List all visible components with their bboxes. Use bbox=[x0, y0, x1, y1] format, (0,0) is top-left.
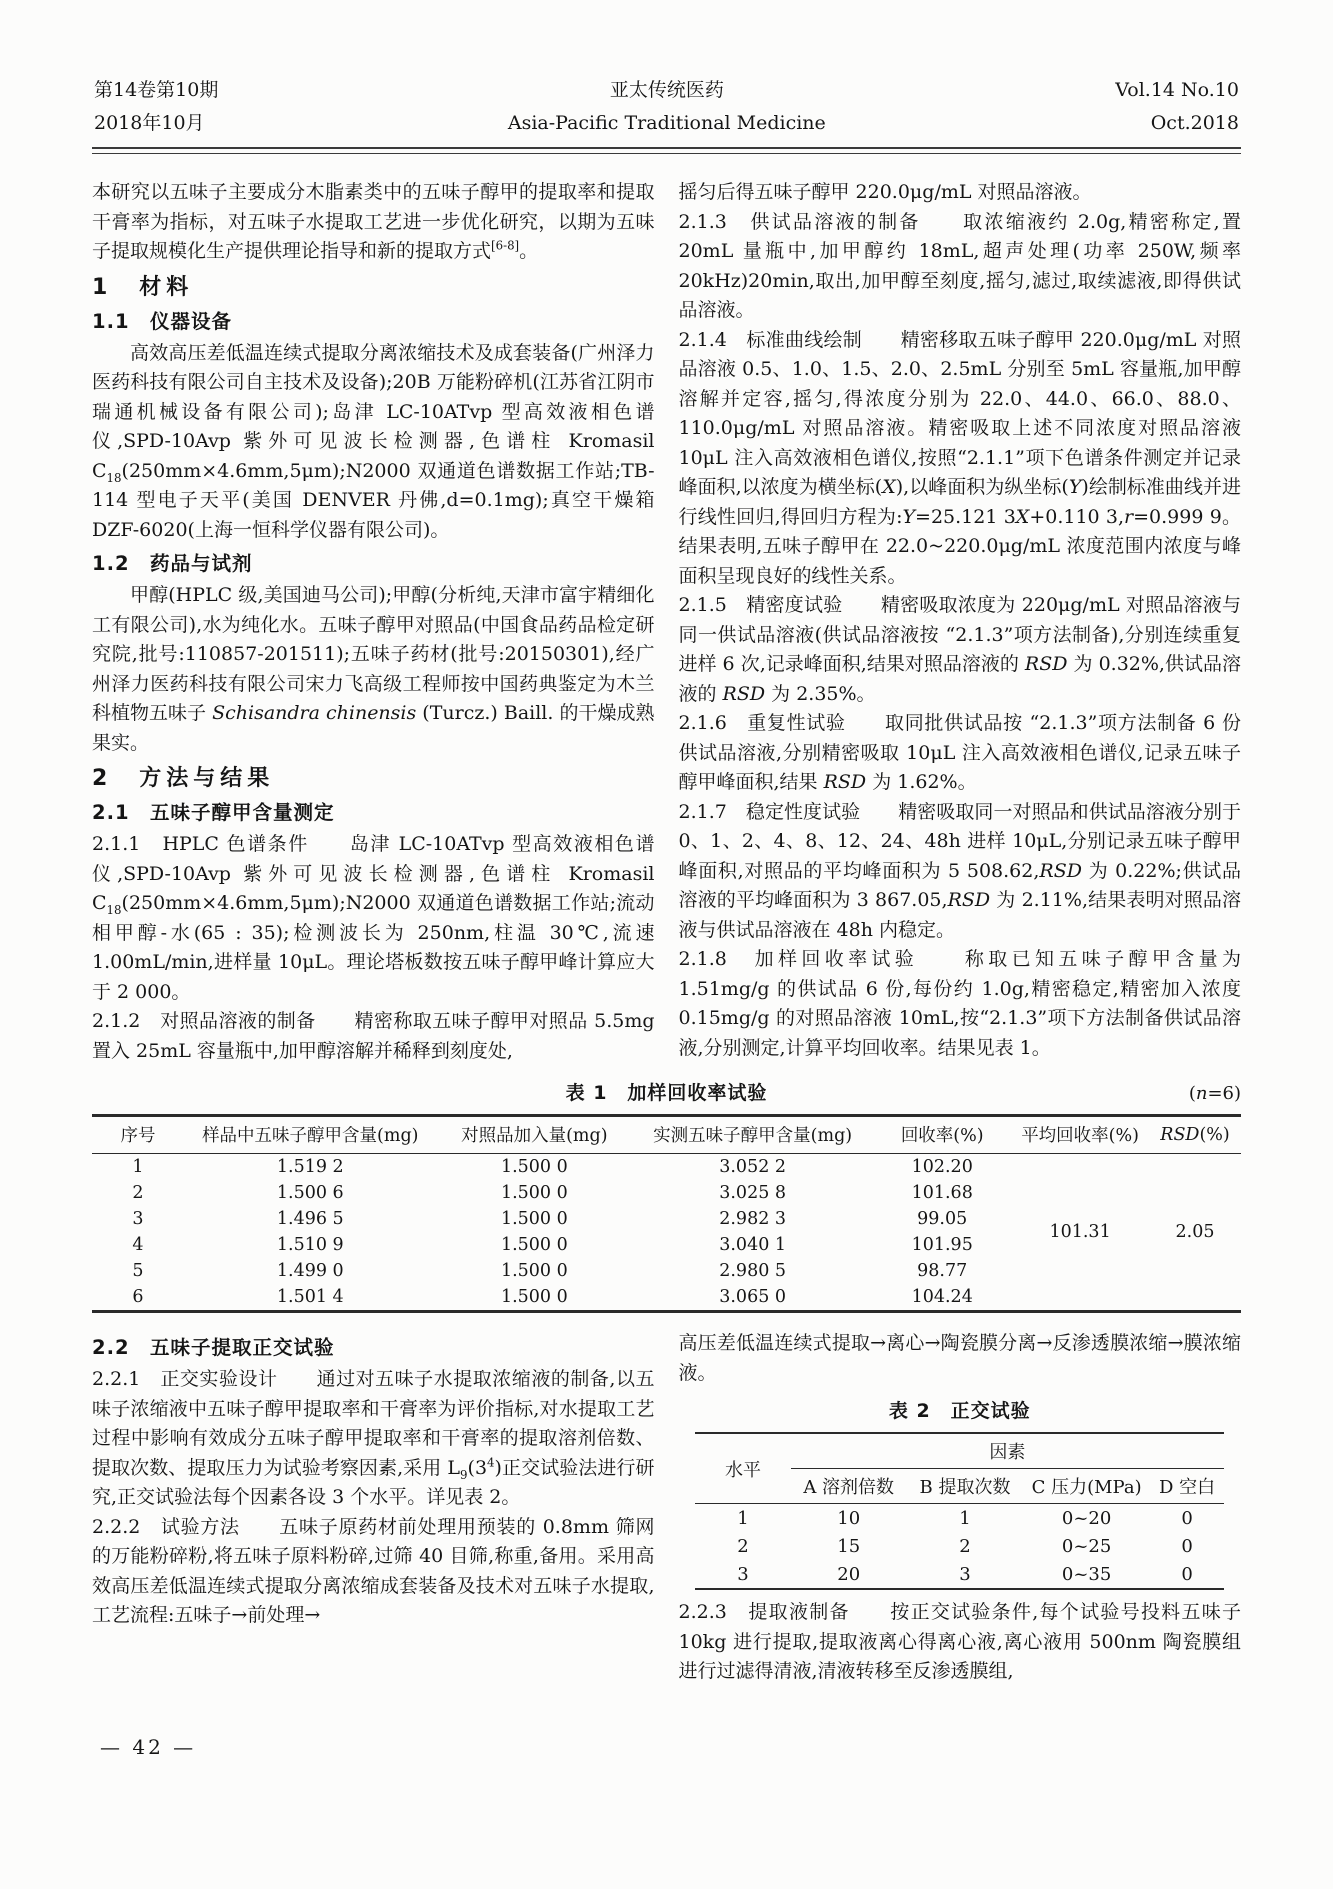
cell: 98.77 bbox=[917, 1261, 968, 1281]
paragraph bbox=[92, 1365, 655, 1513]
cell: 1 bbox=[737, 1507, 749, 1529]
italic-text-run: X bbox=[1015, 505, 1030, 528]
factor-a-header: A 溶剂倍数 bbox=[791, 1469, 907, 1504]
cell: 0 bbox=[1181, 1507, 1193, 1529]
text-run: 。 bbox=[519, 240, 539, 262]
paragraph bbox=[679, 1598, 1242, 1687]
header-double-rule bbox=[92, 147, 1241, 154]
subscript: 18 bbox=[106, 902, 122, 917]
paragraph bbox=[92, 1007, 655, 1066]
cell: 1.496 5 bbox=[276, 1209, 344, 1229]
right-bottom-after-table bbox=[679, 1598, 1242, 1687]
text-run: 2.1.2 对照品溶液的制备 精密称取五味子醇甲对照品 5.5mg 置入 25mL 容量瓶中,加甲醇溶解并稀释到刻度处, bbox=[92, 1010, 655, 1062]
text-run: (250mm×4.6mm,5μm);N2000 双通道色谱数据工作站;流动相甲醇-水(65 : 35);检测波长为 250nm,柱温 30℃,流速 1.00mL/min,进样量 10μL。理论塔板数按五味子醇甲峰计算应大于 2 000。 bbox=[92, 892, 655, 1003]
text-run: 2.1.7 稳定性度试验 精密吸取同一对照品和供试品溶液分别于 0、1、2、4、8、12、24、48h 进样 10μL,分别记录五味子醇甲峰面积,对照品的平均峰面积为 5 508.62, bbox=[678, 800, 1241, 882]
table2-title: 表 2 正交试验 bbox=[888, 1400, 1031, 1422]
col-header-sample-content: 样品中五味子醇甲含量(mg) bbox=[184, 1116, 437, 1154]
cell: 0~35 bbox=[1061, 1563, 1112, 1585]
text-run: 为 0.22%;供试品溶液的平均峰面积为 3 867.05, bbox=[678, 859, 1241, 911]
table-row bbox=[695, 1560, 1224, 1589]
paragraph bbox=[92, 178, 655, 267]
superscript-reference: [6-8] bbox=[491, 238, 520, 253]
cell: 0 bbox=[1181, 1563, 1193, 1585]
right-column-top bbox=[679, 178, 1242, 1066]
text-run: 为 0.32%,供试品溶液的 bbox=[678, 653, 1241, 705]
italic-text-run: Y bbox=[1068, 476, 1082, 498]
cell: 3.025 8 bbox=[719, 1183, 787, 1203]
text-run: 2.1.5 精密度试验 精密吸取浓度为 220μg/mL 对照品溶液与同一供试品溶液(供试品溶液按 “2.1.3”项方法制备),分别连续重复进样 6 次,记录峰面积,结果对照品溶液的 bbox=[678, 594, 1241, 675]
col-header-factor: 因素 bbox=[791, 1433, 1225, 1469]
cell: 1.501 4 bbox=[276, 1287, 344, 1307]
cell: 3 bbox=[959, 1563, 971, 1585]
cell: 1.499 0 bbox=[276, 1261, 344, 1281]
paragraph bbox=[679, 709, 1242, 798]
cell: 1.500 0 bbox=[500, 1287, 568, 1307]
col-header-recovery: 回收率(%) bbox=[873, 1116, 1011, 1154]
paragraph bbox=[679, 208, 1242, 326]
cell: 2 bbox=[737, 1535, 749, 1557]
cell: 3.065 0 bbox=[719, 1287, 787, 1307]
italic-text-run: RSD bbox=[947, 889, 991, 911]
paragraph bbox=[679, 178, 1242, 208]
paragraph bbox=[92, 339, 655, 546]
text-run: 2.2.3 提取液制备 按正交试验条件,每个试验号投料五味子 10kg 进行提取,提取液离心得离心液,离心液用 500nm 陶瓷膜组进行过滤得清液,清液转移至反渗透膜组, bbox=[678, 1601, 1241, 1682]
cell: 10 bbox=[837, 1507, 861, 1529]
text-run: )绘制标准曲线并进行线性回归,得回归方程为: bbox=[678, 476, 1241, 528]
col-header-rsd: RSD(%) bbox=[1149, 1116, 1241, 1154]
table-header-row bbox=[92, 1116, 1241, 1154]
text-run: +0.110 3, bbox=[1029, 505, 1125, 528]
paragraph bbox=[679, 945, 1242, 1063]
text-run: )正交试验法进行研究,正交试验法每个因素各设 3 个水平。详见表 2。 bbox=[92, 1456, 655, 1508]
paragraph bbox=[679, 798, 1242, 946]
text-run: 高效高压差低温连续式提取分离浓缩技术及成套装备(广州泽力医药科技有限公司自主技术及设备);20B 万能粉碎机(江苏省江阴市瑞通机械设备有限公司);岛津 LC-10ATvp 型高效液相色谱仪,SPD-10Avp 紫外可见波长检测器,色谱柱 Kromasil C bbox=[92, 341, 655, 482]
left-column-top bbox=[92, 178, 655, 1066]
superscript-reference: 4 bbox=[487, 1455, 495, 1470]
text-run: 2.1.3 供试品溶液的制备 取浓缩液约 2.0g,精密称定,置 20mL 量瓶中,加甲醇约 18mL,超声处理(功率 250W,频率 20kHz)20min,取出,加甲醇至刻度,摇匀,滤过,取续滤液,即得供试品溶液。 bbox=[678, 210, 1241, 321]
cell: 1.500 6 bbox=[276, 1183, 344, 1203]
cell: 3 bbox=[737, 1563, 749, 1585]
header-journal-title bbox=[508, 74, 826, 140]
avg-recovery-value: 101.31 bbox=[1049, 1222, 1111, 1242]
orthogonal-test-table bbox=[695, 1432, 1224, 1590]
text-run: 2.1.6 重复性试验 取同批供试品按 “2.1.3”项方法制备 6 份供试品溶液,分别精密吸取 10μL 注入高效液相色谱仪,记录五味子醇甲峰面积,结果 bbox=[678, 712, 1241, 793]
subsection-heading: 1.2 药品与试剂 bbox=[92, 552, 253, 575]
cell: 1.500 0 bbox=[500, 1157, 568, 1177]
section-heading: 1 材料 bbox=[92, 274, 194, 300]
text-run: ),以峰面积为纵坐标( bbox=[895, 476, 1069, 498]
cell: 1.519 2 bbox=[276, 1157, 344, 1177]
cell: 2.982 3 bbox=[719, 1209, 787, 1229]
issue-volume-en: Vol.14 No.10 bbox=[1115, 79, 1239, 101]
italic-text-run: RSD bbox=[1024, 653, 1068, 675]
journal-title-en: Asia-Pacific Traditional Medicine bbox=[507, 112, 826, 134]
paragraph bbox=[679, 1329, 1242, 1388]
text-run: =25.121 3 bbox=[915, 505, 1016, 528]
table1-title: 表 1 加样回收率试验 bbox=[565, 1082, 768, 1104]
subscript: 9 bbox=[460, 1467, 468, 1482]
recovery-test-table bbox=[92, 1114, 1241, 1313]
italic-text-run: X bbox=[882, 476, 896, 498]
issue-date-cn: 2018年10月 bbox=[94, 112, 205, 134]
cell: 20 bbox=[837, 1563, 861, 1585]
italic-text-run: Y bbox=[902, 505, 916, 528]
italic-text-run: RSD bbox=[1039, 859, 1082, 882]
cell: 0~25 bbox=[1061, 1535, 1112, 1557]
body-top-columns bbox=[0, 154, 1333, 1066]
italic-text-run: RSD bbox=[823, 771, 867, 793]
cell: 2 bbox=[959, 1535, 971, 1557]
text-run: 甲醇(HPLC 级,美国迪马公司);甲醇(分析纯,天津市富宇精细化工有限公司),水为纯化水。五味子醇甲对照品(中国食品药品检定研究院,批号:110857-201511);五味子药材(批号:20150301),经广州泽力医药科技有限公司宋力飞高级工程师按中国药典鉴定为木兰科植物五味子 bbox=[92, 584, 655, 724]
paragraph bbox=[679, 591, 1242, 709]
paragraph bbox=[92, 581, 655, 758]
subscript: 18 bbox=[106, 470, 122, 485]
factor-d-header: D 空白 bbox=[1150, 1469, 1224, 1504]
cell: 2 bbox=[132, 1183, 144, 1203]
journal-title-cn: 亚太传统医药 bbox=[609, 79, 724, 101]
subsection-heading: 2.2 五味子提取正交试验 bbox=[92, 1336, 335, 1359]
cell: 4 bbox=[132, 1235, 144, 1255]
page-number: — 42 — bbox=[100, 1735, 197, 1759]
factor-c-header: C 压力(MPa) bbox=[1023, 1469, 1150, 1504]
italic-text-run: Schisandra chinensis bbox=[212, 702, 417, 724]
text-run: 摇匀后得五味子醇甲 220.0μg/mL 对照品溶液。 bbox=[678, 181, 1092, 203]
text-run: 为 1.62%。 bbox=[866, 771, 977, 793]
rsd-value: 2.05 bbox=[1175, 1222, 1215, 1242]
table1-sample-size-note: (n=6) bbox=[1188, 1083, 1241, 1104]
right-column-bottom bbox=[679, 1329, 1242, 1687]
text-run: 2.1.8 加样回收率试验 称取已知五味子醇甲含量为 1.51mg/g 的供试品 6 份,每份约 1.0g,精密稳定,精密加入浓度 0.15mg/g 的对照品溶液 10mL,按“2.1.3”项下方法制备供试品溶液,分别测定,计算平均回收率。结果见表 1。 bbox=[678, 948, 1241, 1059]
section-heading: 2 方法与结果 bbox=[92, 766, 275, 791]
table-row bbox=[695, 1532, 1224, 1560]
paragraph bbox=[679, 326, 1242, 592]
issue-volume-cn: 第14卷第10期 bbox=[94, 79, 219, 101]
cell: 1.500 0 bbox=[500, 1261, 568, 1281]
cell: 101.68 bbox=[911, 1183, 973, 1203]
right-bottom-intro bbox=[679, 1329, 1242, 1388]
text-run: 高压差低温连续式提取→离心→陶瓷膜分离→反渗透膜浓缩→膜浓缩液。 bbox=[678, 1332, 1241, 1384]
table1-caption bbox=[92, 1080, 1241, 1106]
col-header-avg-recovery: 平均回收率(%) bbox=[1011, 1116, 1149, 1154]
cell: 15 bbox=[837, 1535, 861, 1557]
cell: 0 bbox=[1181, 1535, 1193, 1557]
cell: 5 bbox=[132, 1261, 144, 1281]
header-issue-info bbox=[94, 74, 218, 140]
table-row bbox=[92, 1154, 1241, 1181]
cell: 3 bbox=[132, 1209, 144, 1229]
table-row bbox=[695, 1504, 1224, 1533]
text-run: 为 2.11%,结果表明对照品溶液与供试品溶液在 48h 内稳定。 bbox=[678, 889, 1241, 941]
cell: 6 bbox=[132, 1287, 144, 1307]
cell: 99.05 bbox=[917, 1209, 968, 1229]
subsection-heading: 1.1 仪器设备 bbox=[92, 309, 233, 333]
cell: 101.95 bbox=[911, 1235, 973, 1255]
cell: 104.24 bbox=[911, 1287, 973, 1307]
cell: 1.500 0 bbox=[500, 1183, 568, 1203]
text-run: =0.999 9。结果表明,五味子醇甲在 22.0~220.0μg/mL 浓度范围内浓度与峰面积呈现良好的线性关系。 bbox=[678, 505, 1241, 587]
left-column-bottom bbox=[92, 1329, 655, 1687]
text-run: (250mm×4.6mm,5μm);N2000 双通道色谱数据工作站;TB-114 型电子天平(美国 DENVER 丹佛,d=0.1mg);真空干燥箱 DZF-6020(上海一恒科学仪器有限公司)。 bbox=[92, 459, 655, 541]
cell: 3.052 2 bbox=[719, 1157, 787, 1177]
text-run: 2.2.1 正交实验设计 通过对五味子水提取浓缩液的制备,以五味子浓缩液中五味子醇甲提取率和干膏率为评价指标,对水提取工艺过程中影响有效成分五味子醇甲提取率和干膏率的提取溶剂倍数、提取次数、提取压力为试验考察因素,采用 L bbox=[92, 1368, 655, 1479]
cell: 3.040 1 bbox=[719, 1235, 787, 1255]
cell: 0~20 bbox=[1061, 1507, 1112, 1529]
text-run: (Turcz.) Baill. 的干燥成熟果实。 bbox=[92, 702, 655, 754]
text-run: 2.1.4 标准曲线绘制 精密移取五味子醇甲 220.0μg/mL 对照品溶液 0.5、1.0、1.5、2.0、2.5mL 分别至 5mL 容量瓶,加甲醇溶解并定容,摇匀,得浓度分别为 22.0、44.0、66.0、88.0、110.0μg/mL 对照品溶液。精密吸取上述不同浓度对照品溶液 10μL 注入高效液相色谱仪,按照“2.1.1”项下色谱条件测定并记录峰面积,以浓度为横坐标( bbox=[678, 328, 1241, 498]
table2-caption bbox=[679, 1398, 1242, 1424]
italic-text-run: r bbox=[1124, 505, 1134, 528]
cell: 1 bbox=[132, 1157, 144, 1177]
issue-date-en: Oct.2018 bbox=[1150, 112, 1239, 134]
text-run: 为 2.35%。 bbox=[765, 682, 876, 705]
cell: 1 bbox=[959, 1507, 971, 1529]
table1-section bbox=[0, 1066, 1333, 1313]
col-header-index: 序号 bbox=[92, 1116, 184, 1154]
text-run: 2.2.2 试验方法 五味子原药材前处理用预装的 0.8mm 筛网的万能粉碎粉,将五味子原料粉碎,过筛 40 目筛,称重,备用。采用高效高压差低温连续式提取分离浓缩成套装备及技术对五味子水提取,工艺流程:五味子→前处理→ bbox=[92, 1515, 655, 1626]
col-header-measured-content: 实测五味子醇甲含量(mg) bbox=[632, 1116, 873, 1154]
text-run: 本研究以五味子主要成分木脂素类中的五味子醇甲的提取率和提取干膏率为指标，对五味子水提取工艺进一步优化研究，以期为五味子提取规模化生产提供理论指导和新的提取方式 bbox=[92, 181, 655, 262]
subsection-heading: 2.1 五味子醇甲含量测定 bbox=[92, 801, 335, 824]
cell: 1.500 0 bbox=[500, 1209, 568, 1229]
italic-text-run: RSD bbox=[722, 682, 766, 705]
factor-b-header: B 提取次数 bbox=[907, 1469, 1023, 1504]
text-run: (3 bbox=[467, 1456, 488, 1479]
col-header-level: 水平 bbox=[695, 1433, 790, 1504]
journal-header bbox=[0, 0, 1333, 140]
cell: 1.510 9 bbox=[276, 1235, 344, 1255]
body-bottom-columns bbox=[0, 1313, 1333, 1687]
cell: 1.500 0 bbox=[500, 1235, 568, 1255]
text-run: 2.1.1 HPLC 色谱条件 岛津 LC-10ATvp 型高效液相色谱仪,SPD-10Avp 紫外可见波长检测器,色谱柱 Kromasil C bbox=[92, 833, 655, 914]
cell: 102.20 bbox=[911, 1157, 973, 1177]
paragraph bbox=[92, 1513, 655, 1631]
col-header-reference-added: 对照品加入量(mg) bbox=[437, 1116, 632, 1154]
table2-factor-row bbox=[695, 1433, 1224, 1469]
cell: 2.980 5 bbox=[719, 1261, 787, 1281]
header-volume-info bbox=[1115, 74, 1239, 140]
paragraph bbox=[92, 830, 655, 1007]
